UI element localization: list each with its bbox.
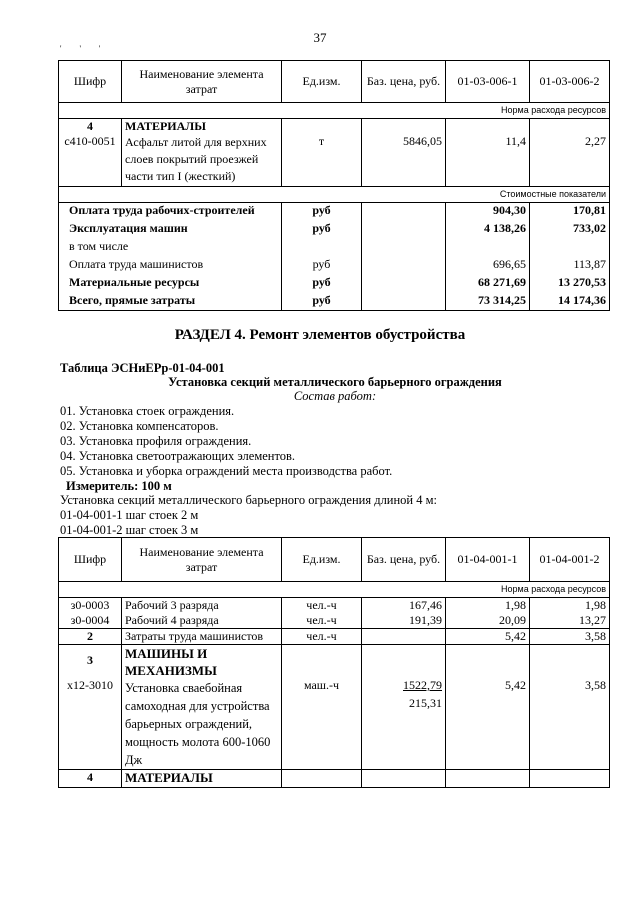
empty-cell (446, 770, 530, 788)
machines-label: МАШИНЫ И МЕХАНИЗМЫ (125, 646, 217, 678)
material-v1-cell (446, 119, 530, 187)
cost-v2: 170,81 (530, 203, 610, 221)
worker-price: 191,39 (362, 613, 446, 629)
machines-num: 3 (87, 653, 93, 667)
cost-empty (362, 203, 446, 221)
machine-v2-cell (530, 645, 610, 770)
machine-v2: 3,58 (585, 678, 606, 692)
machinists-unit: чел.-ч (282, 629, 362, 645)
scan-specks: ' ' ' (60, 44, 109, 53)
header-price: Баз. цена, руб. (362, 538, 446, 582)
machines-name-cell (122, 645, 282, 770)
worker-unit: чел.-ч (282, 613, 362, 629)
worker-price: 167,46 (362, 598, 446, 614)
cost-name: Материальные ресурсы (59, 275, 282, 293)
machinists-price (362, 629, 446, 645)
machine-price-cell (362, 645, 446, 770)
worker-name: Рабочий 3 разряда (122, 598, 282, 614)
material-v1: 11,4 (505, 134, 526, 148)
worker-v2: 13,27 (530, 613, 610, 629)
cost-empty (362, 221, 446, 239)
cost-unit: руб (282, 203, 362, 221)
works-list (60, 404, 392, 479)
header-unit: Ед.изм. (282, 538, 362, 582)
machine-price-2: 215,31 (409, 696, 442, 710)
machinists-num: 2 (59, 629, 122, 645)
composition-label: Состав работ: (293, 389, 377, 403)
material-price: 5846,05 (403, 134, 442, 148)
header-col1: 01-03-006-1 (446, 61, 530, 103)
header-name: Наименование элемента затрат (122, 61, 282, 103)
cost-unit: руб (282, 275, 362, 293)
cost-empty (362, 275, 446, 293)
header-code: Шифр (59, 61, 122, 103)
machinists-v1: 5,42 (446, 629, 530, 645)
table-label: Таблица ЭСНиЕРр-01-04-001 (60, 361, 225, 375)
cost-empty (362, 293, 446, 311)
table-subtitle: Установка секций металлического барьерного ограждения (168, 375, 502, 389)
cost-empty (362, 239, 446, 257)
machines-cell (59, 645, 122, 770)
material-unit-cell (282, 119, 362, 187)
machine-price: 1522,79 (403, 678, 442, 692)
worker-v1: 1,98 (446, 598, 530, 614)
header-unit: Ед.изм. (282, 61, 362, 103)
header-col2: 01-03-006-2 (530, 61, 610, 103)
materials-num: 4 (87, 119, 93, 133)
machine-unit-cell (282, 645, 362, 770)
cost-v1: 68 271,69 (446, 275, 530, 293)
worker-name: Рабочий 4 разряда (122, 613, 282, 629)
header-code: Шифр (59, 538, 122, 582)
worker-code: з0-0004 (59, 613, 122, 629)
cost-v1: 696,65 (446, 257, 530, 275)
resource-table-2 (58, 537, 610, 788)
cost-v1 (446, 239, 530, 257)
work-item: 03. Установка профиля ограждения. (60, 434, 252, 448)
material-price-cell (362, 119, 446, 187)
work-item: 02. Установка компенсаторов. (60, 419, 219, 433)
worker-code: з0-0003 (59, 598, 122, 614)
cost-unit: руб (282, 293, 362, 311)
header-price: Баз. цена, руб. (362, 61, 446, 103)
work-item: 01. Установка стоек ограждения. (60, 404, 235, 418)
machinists-v2: 3,58 (530, 629, 610, 645)
cost-v2: 733,02 (530, 221, 610, 239)
materials-num: 4 (59, 770, 122, 788)
cost-empty (362, 257, 446, 275)
cost-caption: Стоимостные показатели (59, 187, 610, 203)
material-code: с410-0051 (64, 134, 116, 148)
cost-name: Всего, прямые затраты (59, 293, 282, 311)
worker-unit: чел.-ч (282, 598, 362, 614)
material-unit: т (318, 134, 325, 148)
machine-name: Установка сваебойная самоходная для устройства барьерных ограждений, мощность молота 600-1060 Дж (125, 681, 271, 767)
cost-name: Эксплуатация машин (59, 221, 282, 239)
materials-label: МАТЕРИАЛЫ (125, 119, 206, 133)
machine-v1: 5,42 (505, 678, 526, 692)
empty-cell (282, 770, 362, 788)
cost-unit: руб (282, 257, 362, 275)
resource-table-1 (58, 60, 610, 311)
materials-label: МАТЕРИАЛЫ (122, 770, 282, 788)
header-col2: 01-04-001-2 (530, 538, 610, 582)
cost-unit: руб (282, 221, 362, 239)
header-col1: 01-04-001-1 (446, 538, 530, 582)
cost-v1: 904,30 (446, 203, 530, 221)
material-name: Асфальт литой для верхних слоев покрытий проезжей части тип I (жесткий) (125, 135, 267, 183)
machine-code: х12-3010 (67, 678, 113, 692)
meter-label: Измеритель: 100 м (66, 479, 172, 493)
material-v2: 2,27 (585, 134, 606, 148)
cost-v1: 73 314,25 (446, 293, 530, 311)
work-item: 04. Установка светоотражающих элементов. (60, 449, 296, 463)
machine-v1-cell (446, 645, 530, 770)
materials-cell (59, 119, 122, 187)
work-item: 05. Установка и уборка ограждений места производства работ. (60, 464, 393, 478)
section-title: РАЗДЕЛ 4. Ремонт элементов обустройства (174, 327, 466, 343)
cost-v2: 14 174,36 (530, 293, 610, 311)
cost-v2: 13 270,53 (530, 275, 610, 293)
page-number: 37 (313, 30, 327, 45)
header-name: Наименование элемента затрат (122, 538, 282, 582)
material-v2-cell (530, 119, 610, 187)
cost-v1: 4 138,26 (446, 221, 530, 239)
cost-name: Оплата труда машинистов (59, 257, 282, 275)
cost-name: в том числе (59, 239, 282, 257)
machinists-name: Затраты труда машинистов (122, 629, 282, 645)
machine-unit: маш.-ч (303, 678, 340, 692)
description-line: Установка секций металлического барьерного ограждения длиной 4 м: (60, 493, 438, 507)
description-line: 01-04-001-2 шаг стоек 3 м (60, 523, 199, 537)
materials-name-cell (122, 119, 282, 187)
cost-v2: 113,87 (530, 257, 610, 275)
cost-unit (282, 239, 362, 257)
empty-cell (362, 770, 446, 788)
norm-caption: Норма расхода ресурсов (59, 103, 610, 119)
cost-v2 (530, 239, 610, 257)
cost-name: Оплата труда рабочих-строителей (59, 203, 282, 221)
empty-cell (530, 770, 610, 788)
description (60, 493, 437, 538)
worker-v1: 20,09 (446, 613, 530, 629)
description-line: 01-04-001-1 шаг стоек 2 м (60, 508, 199, 522)
norm-caption: Норма расхода ресурсов (59, 582, 610, 598)
worker-v2: 1,98 (530, 598, 610, 614)
